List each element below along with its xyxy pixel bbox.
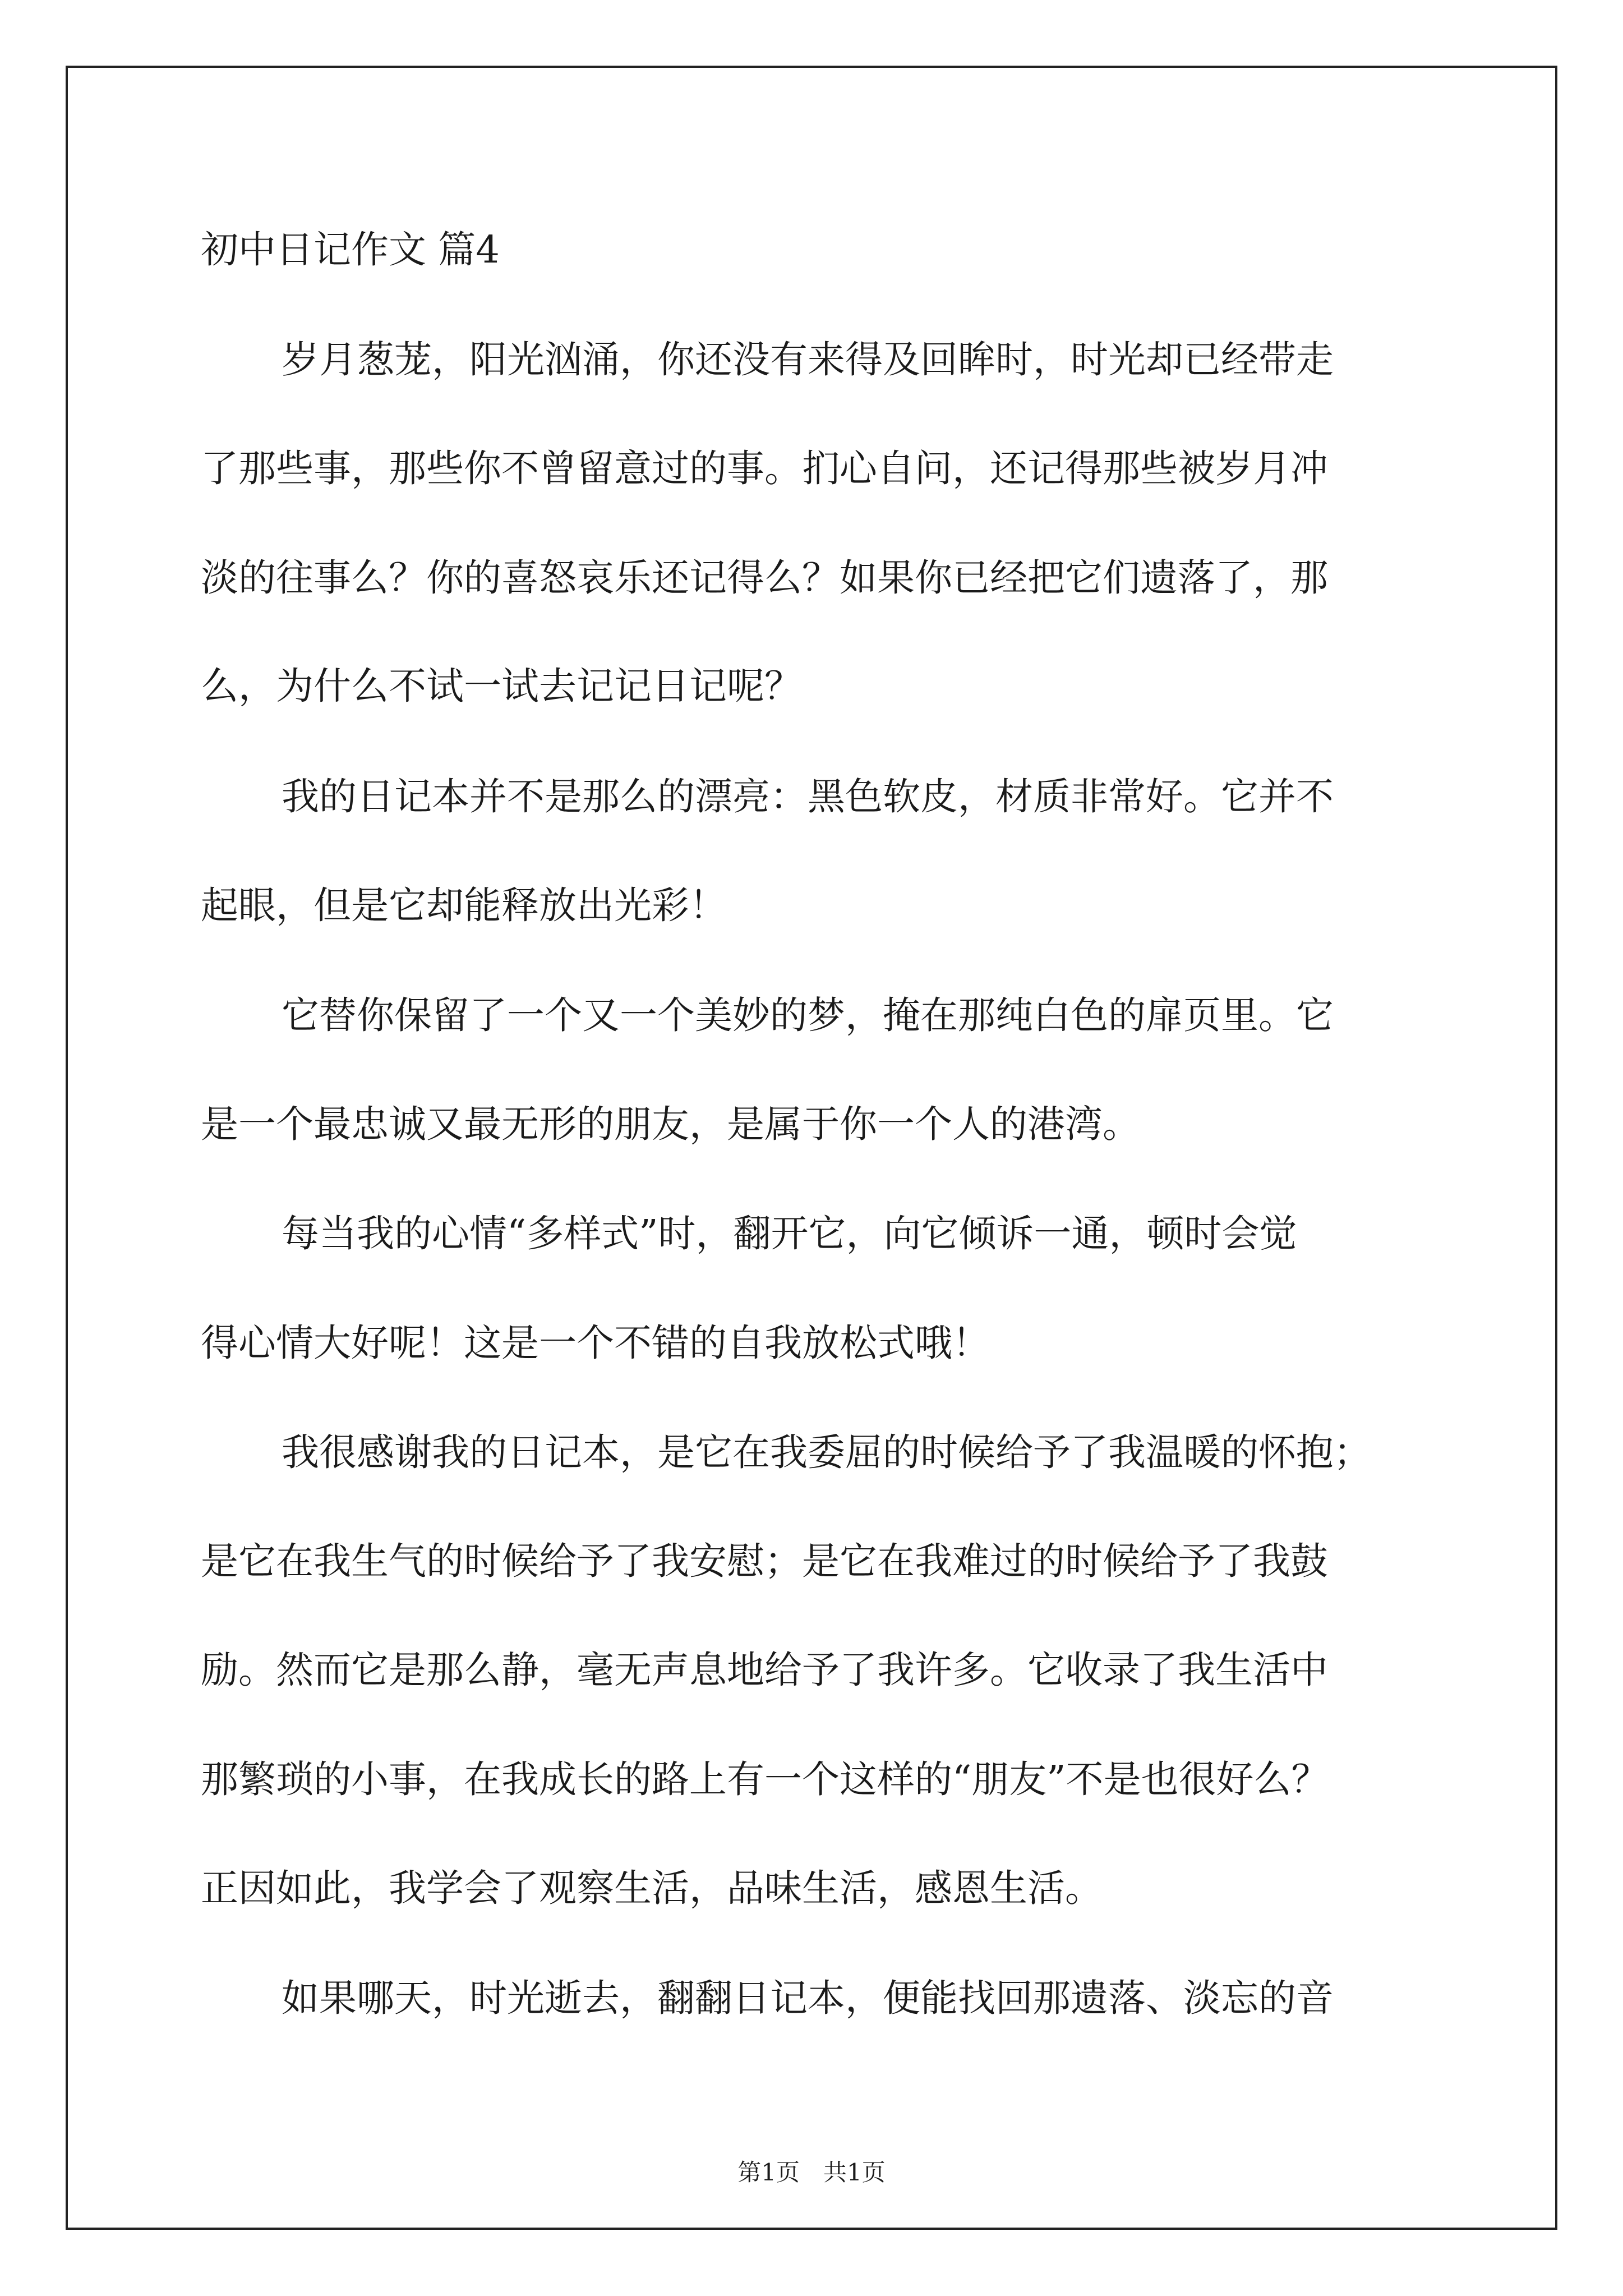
text-line: 我很感谢我的日记本，是它在我委屈的时候给予了我温暖的怀抱； [282,1430,1371,1474]
document-title: 初中日记作文 篇4 [201,228,500,272]
text-line: 每当我的心情“多样式”时，翻开它，向它倾诉一通，顿时会觉 [282,1212,1297,1255]
text-line: 得心情大好呢！这是一个不错的自我放松式哦！ [201,1321,990,1365]
text-line: 励。然而它是那么静，毫无声息地给予了我许多。它收录了我生活中 [201,1648,1328,1692]
text-line: 是它在我生气的时候给予了我安慰；是它在我难过的时候给予了我鼓 [201,1539,1328,1583]
text-line: 它替你保留了一个又一个美妙的梦，掩在那纯白色的扉页里。它 [282,993,1334,1037]
page-number: 第1页 共1页 [737,2159,886,2186]
text-line: 那繁琐的小事，在我成长的路上有一个这样的“朋友”不是也很好么？ [201,1757,1329,1801]
text-line: 淡的往事么？你的喜怒哀乐还记得么？如果你已经把它们遗落了，那 [201,556,1328,600]
text-line: 了那些事，那些你不曾留意过的事。扪心自问，还记得那些被岁月冲 [201,447,1328,490]
text-line: 是一个最忠诚又最无形的朋友，是属于你一个人的港湾。 [201,1102,1140,1146]
text-line: 么，为什么不试一试去记记日记呢？ [201,664,802,708]
text-line: 起眼，但是它却能释放出光彩！ [201,884,727,927]
text-line: 正因如此，我学会了观察生活，品味生活，感恩生活。 [201,1866,1103,1910]
text-line: 如果哪天，时光逝去，翻翻日记本，便能找回那遗落、淡忘的音 [282,1976,1334,2020]
text-line: 我的日记本并不是那么的漂亮：黑色软皮，材质非常好。它并不 [282,775,1334,818]
text-line: 岁月葱茏，阳光汹涌，你还没有来得及回眸时，时光却已经带走 [282,338,1334,381]
